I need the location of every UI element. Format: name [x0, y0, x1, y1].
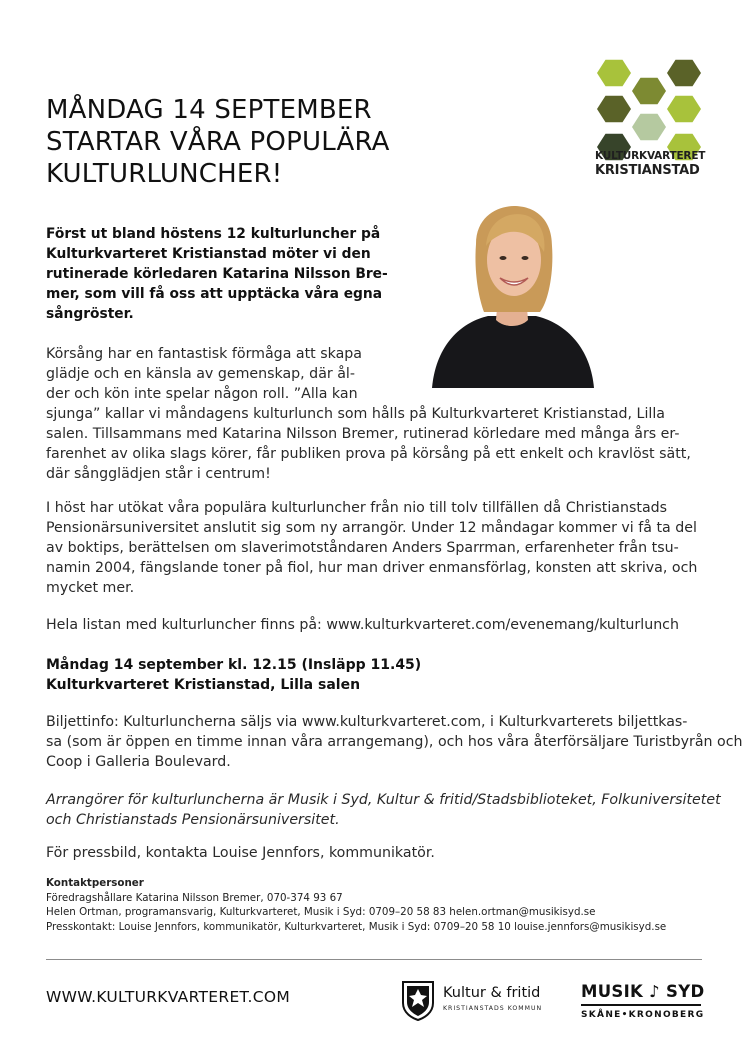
paragraph-tickets: [46, 712, 743, 772]
footer-website: WWW.KULTURKVARTERET.COM: [46, 988, 291, 1006]
paragraph-line: sa (som är öppen en timme innan våra arrangemang), och hos våra återförsäljare Turistbyrån och: [46, 734, 743, 750]
contact-line: Föredragshållare Katarina Nilsson Bremer, 070-374 93 67: [46, 891, 343, 904]
paragraph-line: Pensionärsuniversitet anslutit sig som ny arrangör. Under 12 måndagar kommer vi få ta del: [46, 520, 697, 536]
musik-i-syd-rule: [581, 1004, 701, 1006]
paragraph-choir: [46, 344, 706, 484]
logo-hexagon: [632, 114, 666, 141]
musik-i-syd-logo: MUSIK ♪ SYD: [581, 982, 705, 1001]
paragraph-line: glädje och en känsla av gemenskap, där ål-: [46, 366, 355, 382]
paragraph-line: namin 2004, fängslande toner på fiol, hur man driver enmansförlag, konsten att skriva, och: [46, 560, 698, 576]
paragraph-line: mycket mer.: [46, 580, 135, 596]
logo-hexagon: [597, 60, 631, 87]
intro-line: Kulturkvarteret Kristianstad möter vi den: [46, 246, 371, 262]
paragraph-line: och Christianstads Pensionärsuniversitet.: [46, 812, 340, 828]
logo-text-kulturkvarteret: KULTURKVARTERET: [595, 150, 706, 162]
intro-paragraph: [46, 224, 386, 324]
contacts-title: Kontaktpersoner: [46, 877, 144, 889]
headline-line: MÅNDAG 14 SEPTEMBER: [46, 95, 372, 125]
headline: [46, 94, 446, 190]
headline-line: STARTAR VÅRA POPULÄRA: [46, 127, 390, 157]
kultur-fritid-subtitle: KRISTIANSTADS KOMMUN: [443, 1005, 543, 1012]
event-venue: Kulturkvarteret Kristianstad, Lilla salen: [46, 677, 361, 693]
event-info: [46, 655, 706, 695]
paragraph-line: sjunga” kallar vi måndagens kulturlunch som hålls på Kulturkvarteret Kristianstad, Lilla: [46, 406, 665, 422]
intro-line: rutinerade körledaren Katarina Nilsson Bre-: [46, 266, 388, 282]
contact-persons: [46, 876, 716, 934]
paragraph-line: För pressbild, kontakta Louise Jennfors, kommunikatör.: [46, 845, 435, 861]
musik-i-syd-subtitle: SKÅNE•KRONOBERG: [581, 1010, 705, 1020]
paragraph-line: farenhet av olika slags körer, får publiken prova på körsång på ett enkelt och kravlöst sätt,: [46, 446, 691, 462]
paragraph-line: där sångglädjen står i centrum!: [46, 466, 271, 482]
paragraph-autumn: [46, 498, 706, 598]
paragraph-line: salen. Tillsammans med Katarina Nilsson Bremer, rutinerad körledare med många års er-: [46, 426, 680, 442]
intro-line: Först ut bland höstens 12 kulturluncher på: [46, 226, 381, 242]
footer-divider: [46, 959, 702, 960]
paragraph-list-link: [46, 615, 706, 635]
logo-hexagon: [632, 78, 666, 105]
paragraph-line: Coop i Galleria Boulevard.: [46, 754, 231, 770]
paragraph-line: Biljettinfo: Kulturluncherna säljs via www.kulturkvarteret.com, i Kulturkvarterets biljettkas-: [46, 714, 688, 730]
paragraph-line: av boktips, berättelsen om slaverimotståndaren Anders Sparrman, erfarenheter från tsu-: [46, 540, 679, 556]
paragraph-line: Körsång har en fantastisk förmåga att skapa: [46, 346, 362, 362]
contact-line: Helen Ortman, programansvarig, Kulturkvarteret, Musik i Syd: 0709–20 58 83 helen.ortman@musikisyd.se: [46, 906, 596, 918]
paragraph-line: Hela listan med kulturluncher finns på: www.kulturkvarteret.com/evenemang/kulturlunch: [46, 617, 679, 633]
paragraph-press: [46, 843, 706, 863]
paragraph-line: I höst har utökat våra populära kulturluncher från nio till tolv tillfällen då Christianstads: [46, 500, 668, 516]
logo-hexagon: [667, 60, 701, 87]
kultur-fritid-title: Kultur & fritid: [443, 985, 541, 1001]
contact-line: Presskontakt: Louise Jennfors, kommunikatör, Kulturkvarteret, Musik i Syd: 0709–20 58 10 louise.jennfors@musikisyd.se: [46, 920, 667, 933]
paragraph-line: Arrangörer för kulturluncherna är Musik i Syd, Kultur & fritid/Stadsbiblioteket, Folkuniversitetet: [46, 792, 721, 808]
kristianstad-crest-icon: [400, 979, 436, 1021]
logo-text-kristianstad: KRISTIANSTAD: [595, 163, 700, 178]
paragraph-line: der och kön inte spelar någon roll. ”Alla kan: [46, 386, 358, 402]
headline-line: KULTURLUNCHER!: [46, 159, 283, 189]
logo-hexagon: [667, 96, 701, 123]
event-date: Måndag 14 september kl. 12.15 (Insläpp 11.45): [46, 657, 422, 673]
logo-hexagon: [597, 96, 631, 123]
intro-line: mer, som vill få oss att upptäcka våra egna: [46, 286, 383, 302]
paragraph-organizers: [46, 790, 721, 830]
intro-line: sångröster.: [46, 306, 134, 322]
